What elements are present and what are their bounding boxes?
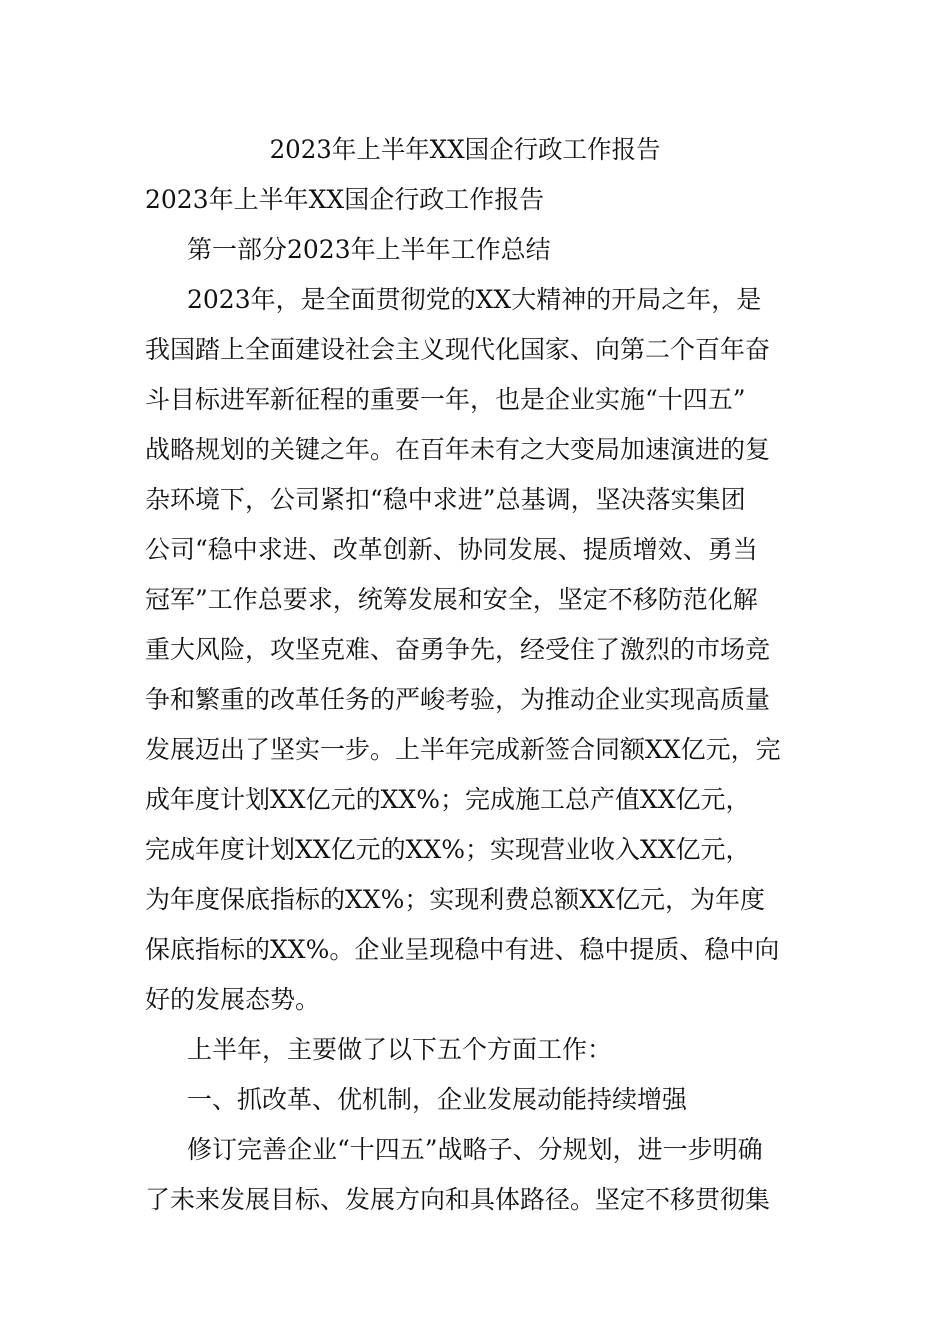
subsection-heading: 一、抓改革、优机制，企业发展动能持续增强 bbox=[187, 1085, 688, 1114]
paragraph-line: 保底指标的XX%。企业呈现稳中有进、稳中提质、稳中向 bbox=[145, 935, 780, 964]
document-subtitle: 2023年上半年XX国企行政工作报告 bbox=[145, 185, 545, 214]
section-heading: 第一部分2023年上半年工作总结 bbox=[187, 235, 551, 264]
paragraph-line: 为年度保底指标的XX%；实现利费总额XX亿元，为年度 bbox=[145, 885, 765, 914]
paragraph-line: 战略规划的关键之年。在百年未有之大变局加速演进的复 bbox=[145, 435, 771, 464]
paragraph-line: 争和繁重的改革任务的严峻考验，为推动企业实现高质量 bbox=[145, 685, 771, 714]
paragraph-line: 我国踏上全面建设社会主义现代化国家、向第二个百年奋 bbox=[145, 335, 771, 364]
paragraph-line: 了未来发展目标、发展方向和具体路径。坚定不移贯彻集 bbox=[145, 1185, 771, 1214]
paragraph-line: 重大风险，攻坚克难、奋勇争先，经受住了激烈的市场竞 bbox=[145, 635, 771, 664]
paragraph-line: 冠军”工作总要求，统筹发展和安全，坚定不移防范化解 bbox=[145, 585, 758, 614]
paragraph-line: 2023年，是全面贯彻党的XX大精神的开局之年，是 bbox=[187, 285, 762, 314]
paragraph-line: 杂环境下，公司紧扣“稳中求进”总基调，坚决落实集团 bbox=[145, 485, 746, 514]
paragraph-line: 修订完善企业“十四五”战略子、分规划，进一步明确 bbox=[187, 1135, 763, 1164]
paragraph-intro: 上半年，主要做了以下五个方面工作： bbox=[187, 1035, 613, 1064]
paragraph-line: 成年度计划XX亿元的XX%；完成施工总产值XX亿元， bbox=[145, 785, 751, 814]
paragraph-line: 斗目标进军新征程的重要一年，也是企业实施“十四五” bbox=[145, 385, 746, 414]
paragraph-line: 公司“稳中求进、改革创新、协同发展、提质增效、勇当 bbox=[145, 535, 758, 564]
paragraph-line: 发展迈出了坚实一步。上半年完成新签合同额XX亿元，完 bbox=[145, 735, 781, 764]
document-title: 2023年上半年XX国企行政工作报告 bbox=[269, 135, 661, 164]
paragraph-line: 完成年度计划XX亿元的XX%；实现营业收入XX亿元， bbox=[145, 835, 751, 864]
paragraph-line: 好的发展态势。 bbox=[145, 985, 321, 1014]
